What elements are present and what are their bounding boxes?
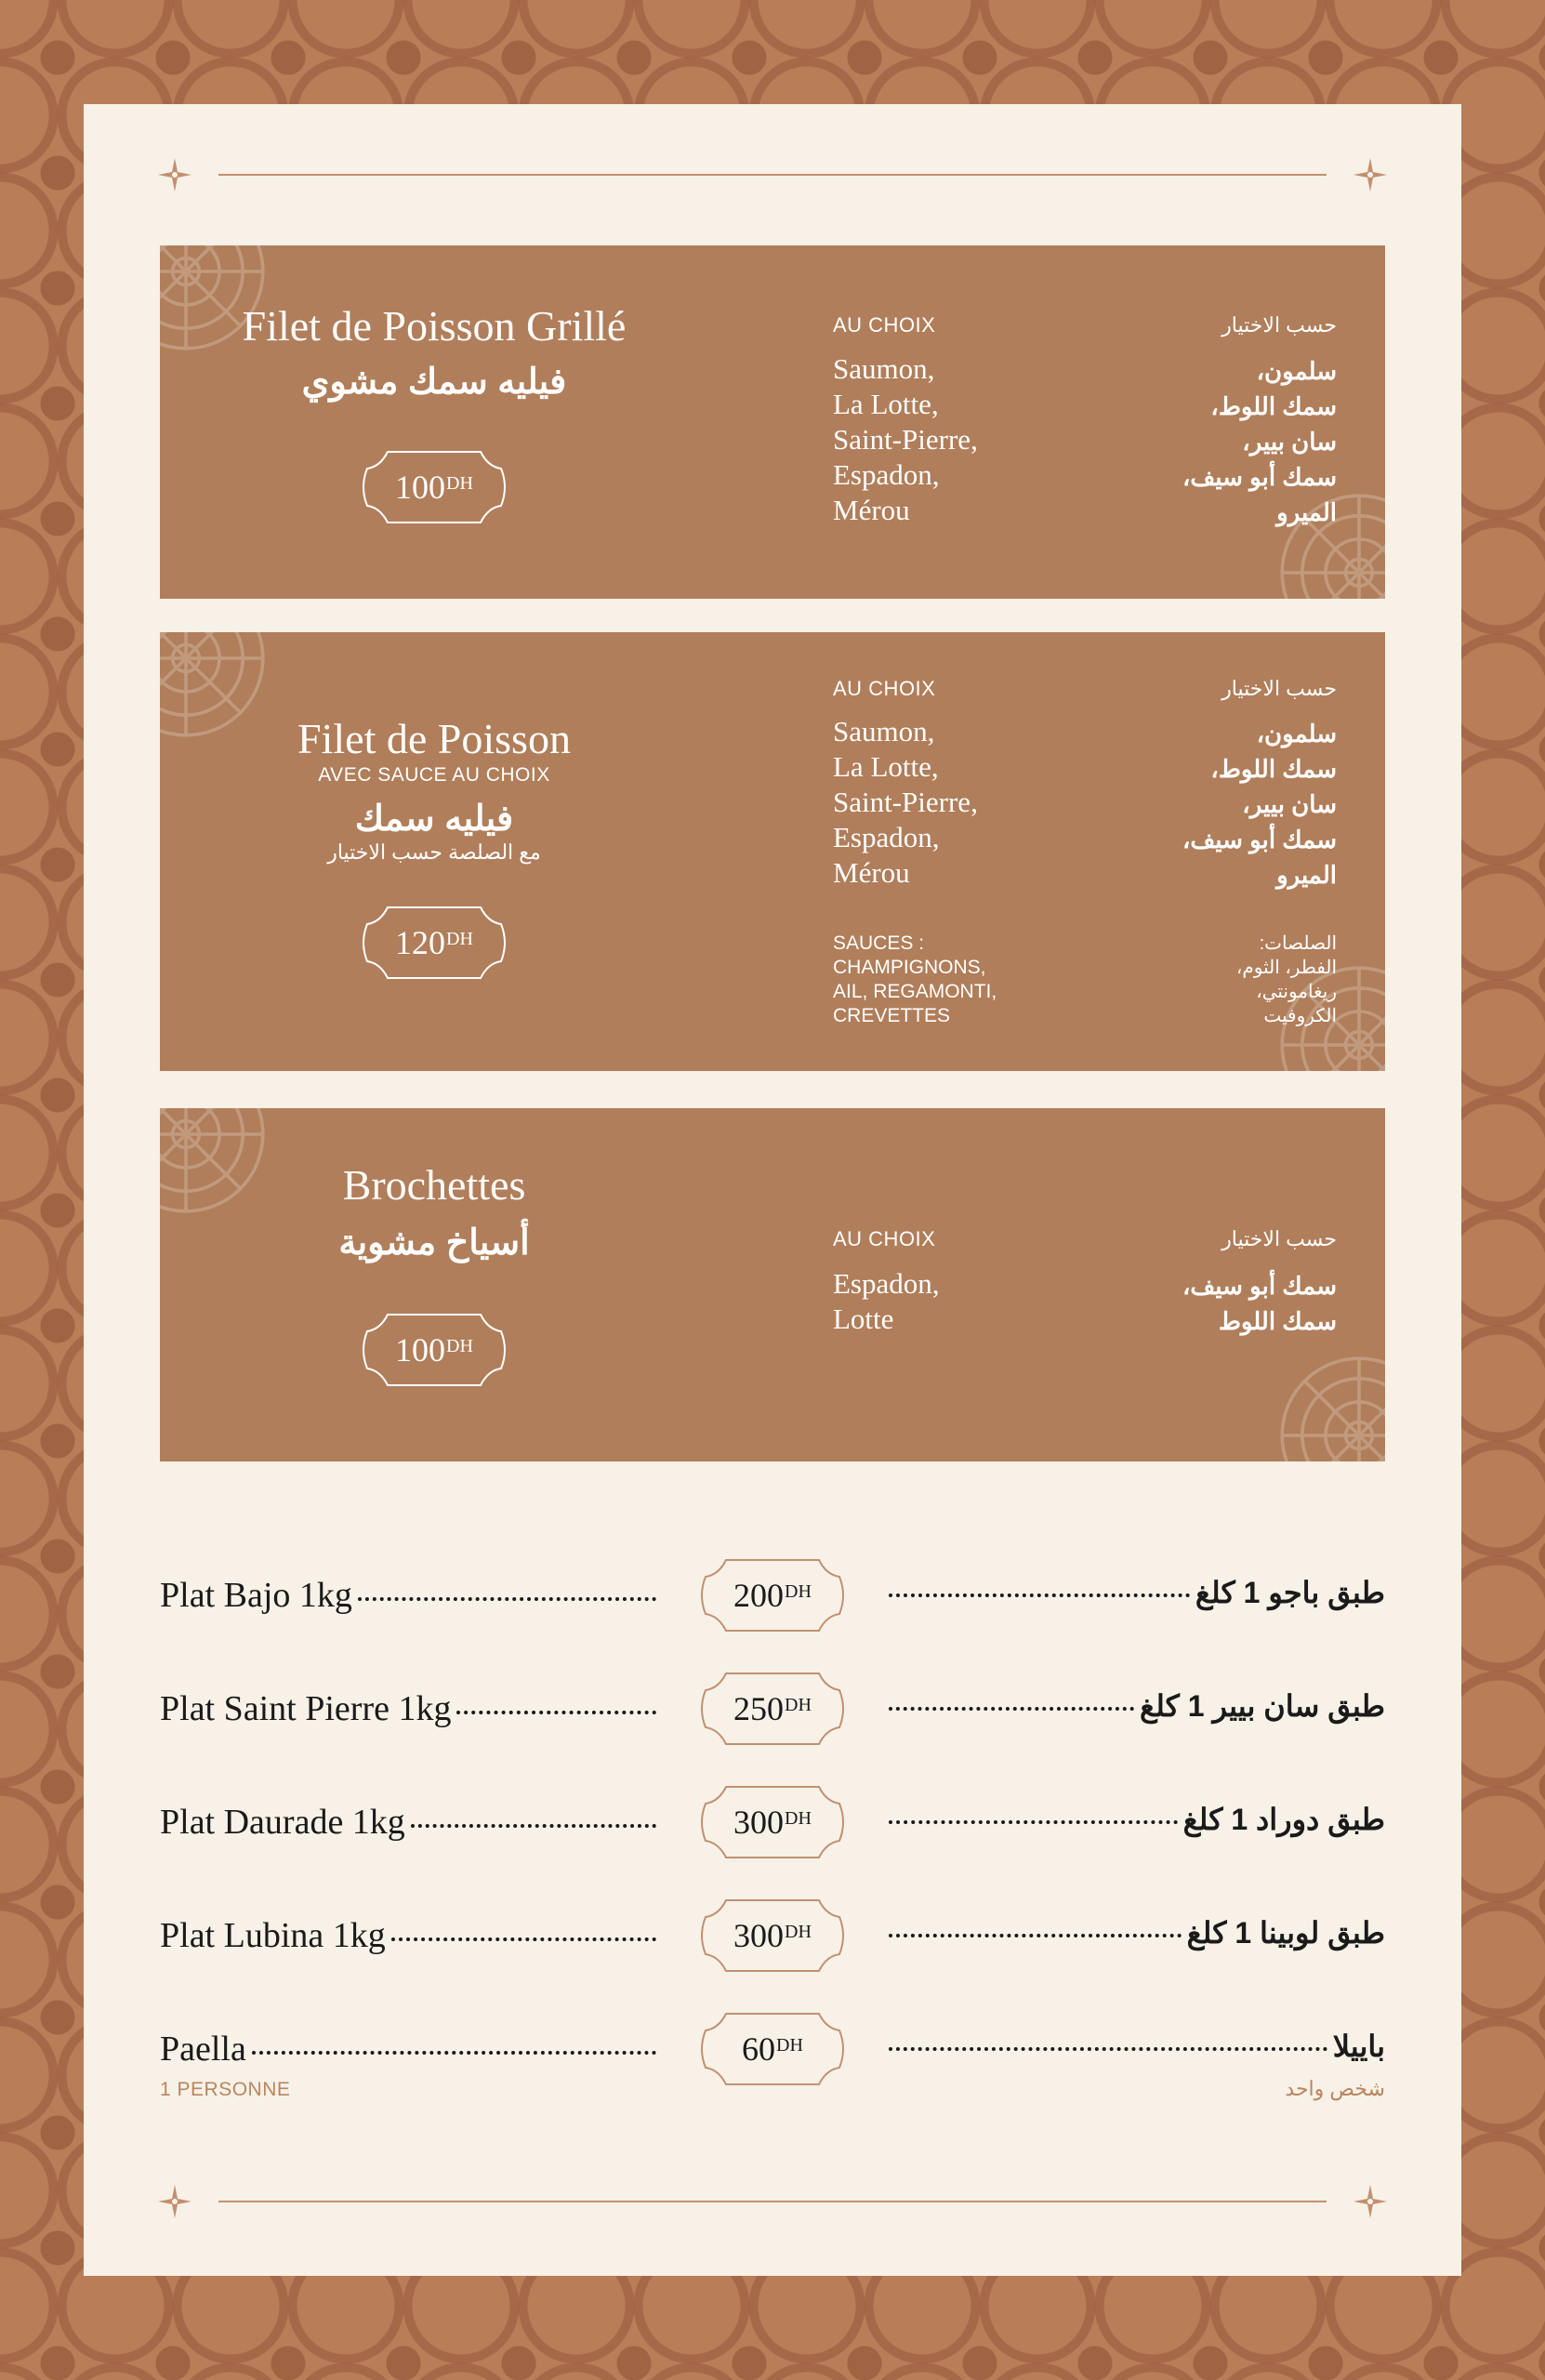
price-badge xyxy=(696,1895,849,1977)
dish-title-ar: فيليه سمك xyxy=(354,800,514,839)
list-item: Saumon, xyxy=(833,715,935,747)
dish-title-ar: أسياخ مشوية xyxy=(338,1223,530,1263)
fish-list-fr xyxy=(833,1266,940,1337)
price-value: 200 xyxy=(733,1577,785,1614)
list-item: CHAMPIGNONS, xyxy=(833,957,986,978)
list-item: سان بيير، xyxy=(1242,790,1337,818)
list-item: Lotte xyxy=(833,1302,894,1335)
menu-sheet xyxy=(84,104,1461,2276)
serving-note-ar: شخص واحد xyxy=(1285,2077,1385,2100)
price-value: 100 xyxy=(395,469,446,506)
price-value: 300 xyxy=(733,1804,785,1841)
choice-label-fr: AU CHOIX xyxy=(833,313,936,337)
list-item: CREVETTES xyxy=(833,1005,951,1026)
ornament-star-icon xyxy=(156,156,193,193)
plate-name-fr: Plat Daurade 1kg xyxy=(160,1803,405,1842)
price-badge xyxy=(358,446,510,528)
dish-title-fr: Filet de Poisson Grillé xyxy=(242,302,627,350)
ornament-star-icon xyxy=(1352,2183,1389,2220)
list-item: La Lotte, xyxy=(833,388,939,420)
list-item: سمك اللوط، xyxy=(1210,755,1337,783)
list-item: Mérou xyxy=(833,856,910,889)
choice-label-fr: AU CHOIX xyxy=(833,1227,936,1250)
list-item: AIL, REGAMONTI, xyxy=(833,981,997,1002)
plate-name-fr: Plat Saint Pierre 1kg xyxy=(160,1689,452,1728)
list-item: سمك أبو سيف، xyxy=(1182,463,1337,491)
list-item: سمك اللوط xyxy=(1218,1307,1337,1335)
ornament-star-icon xyxy=(156,2183,193,2220)
list-item: Espadon, xyxy=(833,821,940,853)
plate-row xyxy=(160,1668,1385,1770)
bottom-divider xyxy=(84,2183,1461,2220)
list-item: Mérou xyxy=(833,494,910,526)
price-value: 300 xyxy=(733,1917,785,1954)
currency-label: DH xyxy=(785,1580,812,1602)
list-item: الميرو xyxy=(1276,498,1337,526)
price-badge xyxy=(696,2008,849,2090)
list-item: سان بيير، xyxy=(1242,428,1337,456)
dish-title-fr: Brochettes xyxy=(342,1161,526,1209)
list-item: سلمون، xyxy=(1256,720,1337,747)
serving-note-fr: 1 PERSONNE xyxy=(160,2079,291,2100)
list-item: Saumon, xyxy=(833,352,935,385)
choice-label-fr: AU CHOIX xyxy=(833,677,936,700)
currency-label: DH xyxy=(776,2034,803,2056)
plate-name-fr: Plat Lubina 1kg xyxy=(160,1916,386,1955)
list-item: الميرو xyxy=(1276,861,1337,889)
fish-list-fr xyxy=(833,714,978,891)
list-item: La Lotte, xyxy=(833,750,939,783)
price-value: 100 xyxy=(395,1331,446,1368)
list-item: سمك أبو سيف، xyxy=(1182,1272,1337,1300)
plate-row xyxy=(160,2008,1385,2110)
price-value: 120 xyxy=(395,924,446,961)
plate-name-ar: باييلا xyxy=(1332,2030,1385,2063)
list-item: ريغامونتي، xyxy=(1256,982,1337,1002)
plate-name-ar: طبق لوبينا 1 كلغ xyxy=(1186,1916,1385,1950)
plate-name-fr: Paella xyxy=(160,2030,246,2069)
menu-card-brochettes xyxy=(160,1108,1385,1461)
sauce-list-fr xyxy=(833,932,997,1028)
ornament-star-icon xyxy=(1352,156,1389,193)
choice-label-ar: حسب الاختيار xyxy=(1221,1227,1337,1250)
fish-list-ar xyxy=(1182,353,1337,530)
currency-label: DH xyxy=(446,928,473,949)
plate-row xyxy=(160,1554,1385,1657)
menu-card-grilled-fish xyxy=(160,245,1385,599)
rosette-ornament-icon xyxy=(1275,1352,1385,1461)
plate-row xyxy=(160,1781,1385,1884)
plate-name-ar: طبق باجو 1 كلغ xyxy=(1195,1576,1385,1609)
list-item: SAUCES : xyxy=(833,932,925,954)
list-item: الكروفيت xyxy=(1263,1006,1337,1026)
choice-label-ar: حسب الاختيار xyxy=(1221,677,1337,700)
list-item: الفطر، الثوم، xyxy=(1235,958,1337,978)
plate-name-ar: طبق سان بيير 1 كلغ xyxy=(1140,1689,1385,1723)
list-item: سلمون، xyxy=(1256,357,1337,385)
dish-subtitle-ar: مع الصلصة حسب الاختيار xyxy=(327,840,541,864)
choice-label-ar: حسب الاختيار xyxy=(1221,313,1337,337)
list-item: Espadon, xyxy=(833,458,940,491)
price-badge xyxy=(696,1554,849,1636)
price-value: 60 xyxy=(742,2030,776,2068)
currency-label: DH xyxy=(785,1921,812,1942)
list-item: سمك اللوط، xyxy=(1210,392,1337,420)
currency-label: DH xyxy=(785,1694,812,1715)
plate-name-fr: Plat Bajo 1kg xyxy=(160,1576,352,1615)
list-item: الصلصات: xyxy=(1259,933,1337,954)
price-value: 250 xyxy=(733,1690,785,1727)
price-badge xyxy=(696,1781,849,1863)
plate-row xyxy=(160,1895,1385,1997)
currency-label: DH xyxy=(446,1335,473,1356)
list-item: Saint-Pierre, xyxy=(833,423,978,456)
fish-list-ar xyxy=(1182,1268,1337,1339)
price-badge xyxy=(358,902,510,984)
top-divider xyxy=(84,156,1461,193)
menu-card-fish-sauce xyxy=(160,632,1385,1071)
dish-subtitle-fr: AVEC SAUCE AU CHOIX xyxy=(318,764,550,786)
fish-list-ar xyxy=(1182,716,1337,892)
price-badge xyxy=(358,1309,510,1391)
dish-title-ar: فيليه سمك مشوي xyxy=(301,363,567,402)
sauce-list-ar xyxy=(1236,932,1337,1028)
list-item: سمك أبو سيف، xyxy=(1182,826,1337,853)
list-item: Saint-Pierre, xyxy=(833,786,978,818)
dish-title-fr: Filet de Poisson xyxy=(297,715,571,762)
plate-name-ar: طبق دوراد 1 كلغ xyxy=(1182,1803,1385,1836)
currency-label: DH xyxy=(785,1807,812,1829)
fish-list-fr xyxy=(833,351,978,528)
list-item: Espadon, xyxy=(833,1267,940,1300)
currency-label: DH xyxy=(446,472,473,494)
price-badge xyxy=(696,1668,849,1750)
